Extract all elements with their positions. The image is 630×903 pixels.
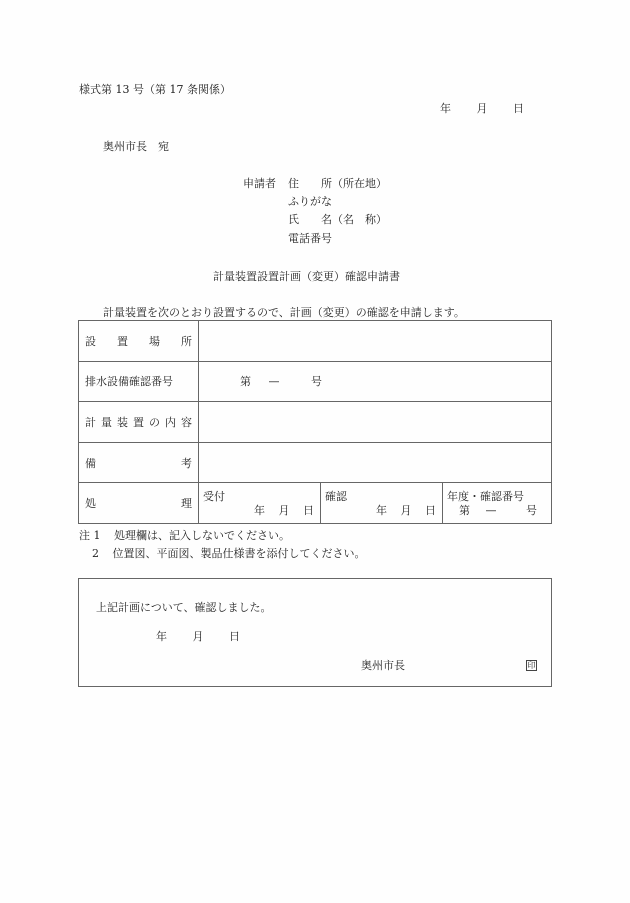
table-row-remarks <box>79 442 552 483</box>
header-date <box>440 100 524 116</box>
table-row-location <box>79 321 552 362</box>
value-remarks[interactable] <box>199 442 552 483</box>
confirmation-box <box>78 578 552 687</box>
application-table <box>78 320 552 524</box>
note-2: 2 位置図、平面図、製品仕様書を添付してください。 <box>92 547 366 560</box>
label-location: 設 置 場 所 <box>79 321 199 362</box>
form-number: 様式第 13 号（第 17 条関係） <box>79 83 231 96</box>
applicant-phone-label: 電話番号 <box>288 232 332 245</box>
confirmation-signer: 奥州市長 <box>361 659 405 672</box>
label-device-content: 計 量 装 置 の 内 容 <box>79 402 199 443</box>
confirmation-date: 年 月 日 <box>156 630 240 643</box>
table-row-processing <box>79 483 552 524</box>
applicant-label: 申請者 <box>243 177 276 190</box>
date-year: 年 <box>440 102 451 115</box>
label-processing: 処 理 <box>79 483 199 524</box>
label-remarks: 備 考 <box>79 442 199 483</box>
value-drainage-number[interactable]: 第 — 号 <box>199 361 552 402</box>
addressee: 奥州市長 宛 <box>103 140 169 153</box>
value-location[interactable] <box>199 321 552 362</box>
value-device-content[interactable] <box>199 402 552 443</box>
date-month: 月 <box>476 102 488 115</box>
label-drainage-number: 排水設備確認番号 <box>79 361 199 402</box>
processing-cells <box>199 483 552 524</box>
processing-reception[interactable]: 受付 年 月 日 <box>199 483 321 523</box>
note-1: 注 1 処理欄は、記入しないでください。 <box>79 529 290 542</box>
applicant-name-label: 氏 名（名 称） <box>288 213 387 226</box>
document-title: 計量装置設置計画（変更）確認申請書 <box>213 270 400 283</box>
processing-number[interactable]: 年度・確認番号 第 — 号 <box>447 490 537 518</box>
seal-icon: 印 <box>527 661 536 670</box>
intro-text: 計量装置を次のとおり設置するので、計画（変更）の確認を申請します。 <box>103 306 465 319</box>
date-day: 日 <box>513 102 524 115</box>
table-row-drainage-number <box>79 361 552 402</box>
processing-confirmation[interactable]: 確認 年 月 日 <box>321 483 443 523</box>
table-row-device-content <box>79 402 552 443</box>
applicant-furigana-label: ふりがな <box>288 195 332 208</box>
confirmation-statement: 上記計画について、確認しました。 <box>96 601 272 614</box>
applicant-address-label: 住 所（所在地） <box>288 177 387 190</box>
